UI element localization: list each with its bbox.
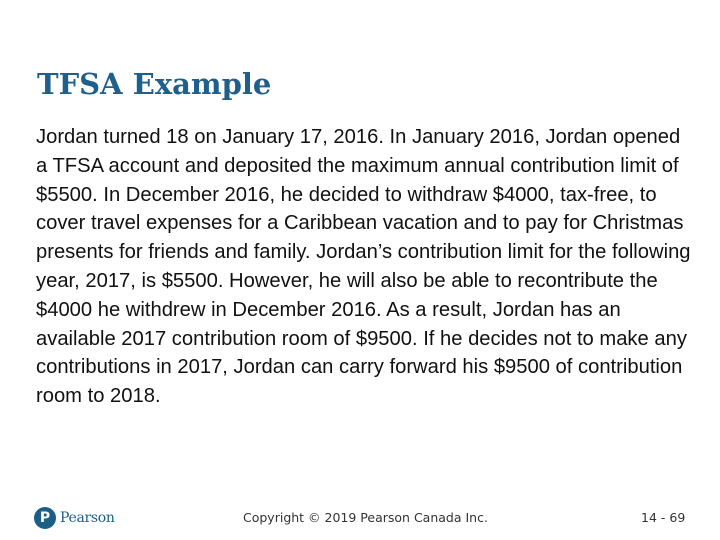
slide-body-text: Jordan turned 18 on January 17, 2016. In January 2016, Jordan opened a TFSA account and deposited the maximum annual contribution limit of $5500. In December 2016, he decided to withdraw $4000, tax-free, to cover travel expenses for a Caribbean vacation and to pay for Christmas presents for friends and family. Jordan’s contribution limit for the following year, 2017, is $5500. However, he will also be able to recontribute the $4000 he withdrew in December 2016. As a result, Jordan has an available 2017 contribution room of $9500. If he decides not to make any contributions in 2017, Jordan can carry forward his $9500 of contribution room to 2018. xyxy=(36,126,691,408)
page-number: 14 - 69 xyxy=(641,510,686,525)
pearson-logo-icon: P xyxy=(34,507,56,529)
slide-footer xyxy=(0,500,720,534)
pearson-logo-text: Pearson xyxy=(60,510,115,526)
copyright-notice: Copyright © 2019 Pearson Canada Inc. xyxy=(243,510,488,525)
slide-title: TFSA Example xyxy=(37,67,272,101)
pearson-logo xyxy=(34,506,115,530)
